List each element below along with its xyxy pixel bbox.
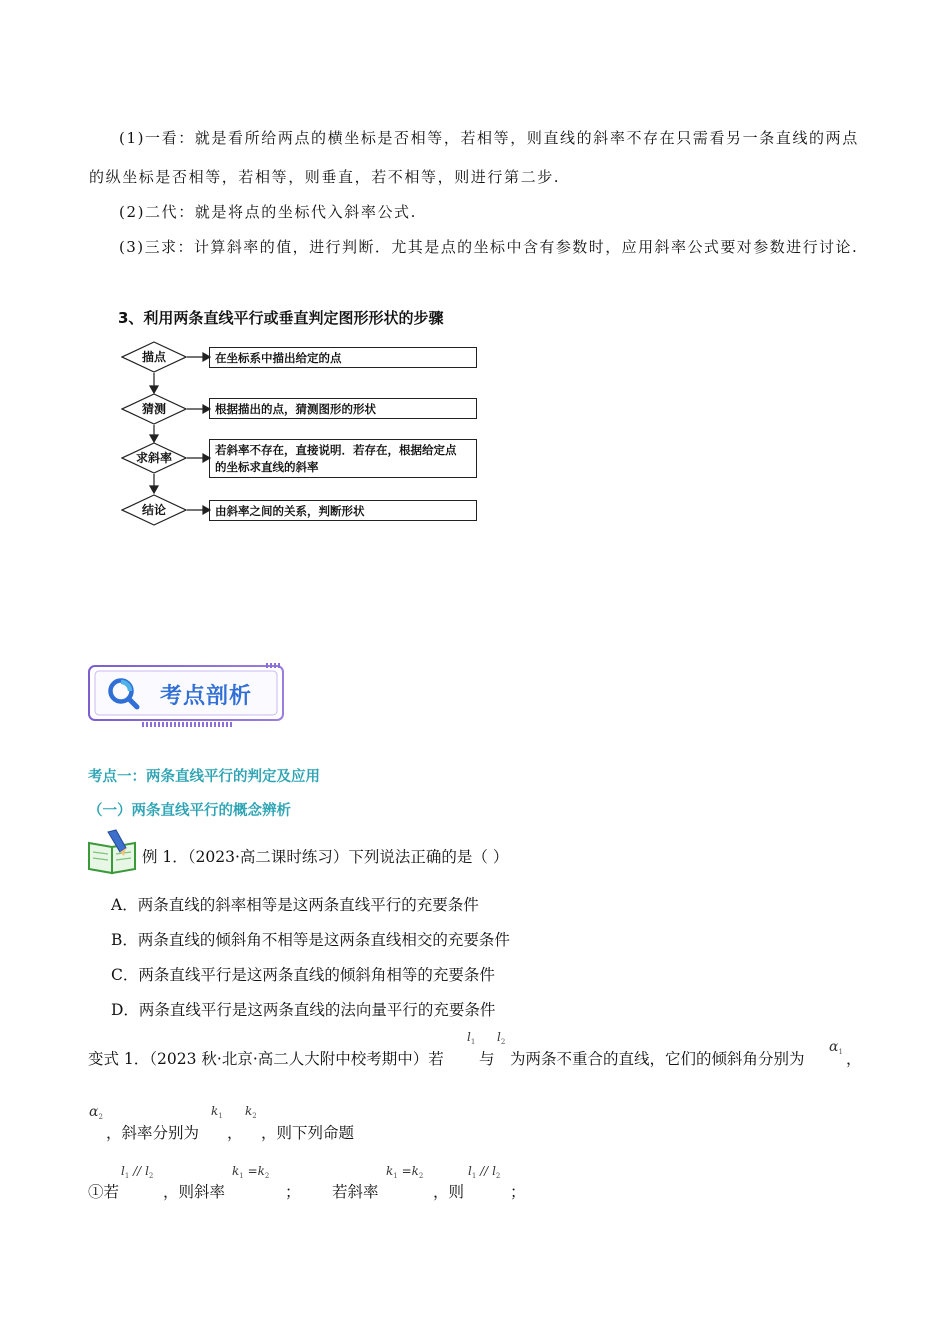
symbol-alpha1: $\alpha_1$ xyxy=(829,1039,843,1056)
variant-line2-end: ，则下列命题 xyxy=(261,1124,355,1142)
paragraph-step1-line2: 的纵坐标是否相等，若相等，则垂直，若不相等，则进行第二步. xyxy=(89,168,561,186)
flowchart-step-slope xyxy=(121,442,187,474)
variant-line2-mid: ，斜率分别为 xyxy=(106,1124,200,1142)
flowchart-step-slope-label: 求斜率 xyxy=(135,451,172,465)
flowchart-step-guess xyxy=(121,393,187,425)
paragraph-step2: (2)二代：就是将点的坐标代入斜率公式. xyxy=(119,203,418,221)
flowchart-step-plot-label: 描点 xyxy=(141,350,166,364)
flowchart-step-guess-label: 猜测 xyxy=(141,402,166,416)
flowchart-step-conclusion-label: 结论 xyxy=(141,503,166,517)
flowchart-step-plot xyxy=(121,341,187,373)
option-a: A．两条直线的斜率相等是这两条直线平行的充要条件 xyxy=(111,896,479,914)
flowchart-step-conclusion-desc: 由斜率之间的关系，判断形状 xyxy=(209,500,477,521)
variant-item1-then2: ，则 xyxy=(433,1183,465,1201)
example-stem: 例 1．（2023·高二课时练习）下列说法正确的是（ ） xyxy=(142,848,509,866)
variant-item1-end: ； xyxy=(510,1183,526,1201)
variant-item1-semicolon: ； xyxy=(285,1183,301,1201)
variant-item1-then: ，则斜率 xyxy=(163,1183,226,1201)
book-icon xyxy=(86,829,140,875)
paragraph-step1-line1: (1)一看：就是看所给两点的横坐标是否相等，若相等，则直线的斜率不存在只需看另一条直线的两点 xyxy=(119,129,859,147)
symbol-k1: $k_1$ xyxy=(211,1104,223,1120)
symbol-l1-parallel-l2-second: $l_1 // l_2$ xyxy=(468,1164,501,1180)
variant-item1-if: ①若 xyxy=(88,1183,120,1201)
paragraph-step3: (3)三求：计算斜率的值，进行判断．尤其是点的坐标中含有参数时，应用斜率公式要对参数进行讨论. xyxy=(119,238,859,256)
symbol-k2: $k_2$ xyxy=(245,1104,257,1120)
section-banner xyxy=(86,662,288,728)
symbol-l1-parallel-l2: $l_1 // l_2$ xyxy=(121,1164,154,1180)
flowchart-step-plot-desc: 在坐标系中描出给定的点 xyxy=(209,347,477,368)
flowchart-step-slope-desc-line2: 的坐标求直线的斜率 xyxy=(215,460,319,474)
symbol-l2: $l_2$ xyxy=(497,1030,506,1046)
banner-title: 考点剖析 xyxy=(160,684,253,709)
option-c: C．两条直线平行是这两条直线的倾斜角相等的充要条件 xyxy=(111,966,495,984)
symbol-k1-eq-k2: $k_1 =k_2$ xyxy=(232,1164,270,1180)
variant-mid: 为两条不重合的直线，它们的倾斜角分别为 xyxy=(510,1050,805,1068)
symbol-alpha2: $\alpha_2$ xyxy=(89,1104,103,1121)
variant-comma: ， xyxy=(846,1050,862,1068)
variant-item1-if-slope: 若斜率 xyxy=(332,1183,379,1201)
flowchart-step-guess-desc: 根据描出的点，猜测图形的形状 xyxy=(209,398,477,419)
symbol-l1: $l_1$ xyxy=(467,1030,476,1046)
search-icon xyxy=(106,676,142,712)
topic-title: 考点一：两条直线平行的判定及应用 xyxy=(88,769,320,785)
flowchart-step-slope-desc-line1: 若斜率不存在，直接说明．若存在，根据给定点 xyxy=(215,443,457,457)
variant-prefix: 变式 1．（2023 秋·北京·高二人大附中校考期中）若 xyxy=(88,1050,444,1068)
symbol-k1-eq-k2-second: $k_1 =k_2$ xyxy=(386,1164,424,1180)
flowchart-step-slope-desc xyxy=(209,439,477,478)
section-heading: 3、利用两条直线平行或垂直判定图形形状的步骤 xyxy=(118,309,444,327)
topic-subtitle: （一）两条直线平行的概念辨析 xyxy=(88,803,291,819)
option-b: B．两条直线的倾斜角不相等是这两条直线相交的充要条件 xyxy=(111,931,510,949)
flowchart-step-conclusion xyxy=(121,494,187,526)
variant-line2-comma: ， xyxy=(227,1124,243,1142)
variant-and: 与 xyxy=(479,1050,495,1068)
option-d: D．两条直线平行是这两条直线的法向量平行的充要条件 xyxy=(111,1001,496,1019)
